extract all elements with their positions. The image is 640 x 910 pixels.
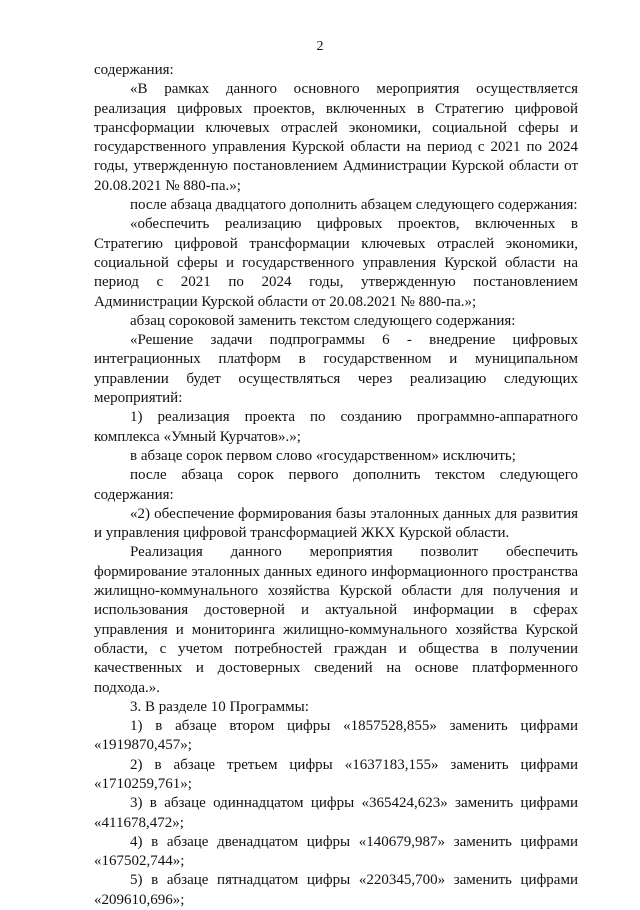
paragraph: «В рамках данного основного мероприятия осуществляется реализация цифровых проектов, включенных в Стратегию цифровой трансформации ключевых отраслей экономики, социальной сферы и государственного управления Курской области на период с 2021 по 2024 годы, утвержденную постановлением Администрации Курской области от 20.08.2021 № 880-па.»;: [94, 81, 578, 194]
paragraph: содержания:: [94, 62, 174, 78]
paragraph: «2) обеспечение формирования базы эталонных данных для развития и управления цифровой трансформацией ЖКХ Курской области.: [94, 505, 578, 542]
paragraph: «Решение задачи подпрограммы 6 - внедрение цифровых интеграционных платформ в государственном и муниципальном управлении будет осуществляться через реализацию следующих мероприятий:: [94, 332, 578, 407]
paragraph: 3) в абзаце одиннадцатом цифры «365424,623» заменить цифрами «411678,472»;: [94, 795, 578, 831]
paragraph: Реализация данного мероприятия позволит обеспечить формирование эталонных данных единого информационного пространства жилищно-коммунального хозяйства Курской области для получения и использования достоверной и актуальной информации в сферах управления и мониторинга жилищно-коммунального хозяйства Курской области, с учетом потребностей граждан и общества в получении качественных и достоверных сведений на основе платформенного подхода.».: [94, 544, 578, 696]
paragraph: 4) в абзаце двенадцатом цифры «140679,987» заменить цифрами «167502,744»;: [94, 833, 578, 870]
paragraph: 2) в абзаце третьем цифры «1637183,155» заменить цифрами «1710259,761»;: [94, 756, 578, 792]
paragraph: абзац сороковой заменить текстом следующего содержания:: [130, 312, 516, 329]
paragraph: 1) в абзаце втором цифры «1857528,855» заменить цифрами «1919870,457»;: [94, 718, 578, 754]
paragraph: после абзаца двадцатого дополнить абзацем следующего содержания:: [130, 197, 578, 214]
paragraph: в абзаце сорок первом слово «государственном» исключить;: [130, 447, 516, 464]
paragraph: 5) в абзаце пятнадцатом цифры «220345,700» заменить цифрами «209610,696»;: [94, 872, 578, 908]
document-body: [94, 61, 578, 910]
paragraph: «обеспечить реализацию цифровых проектов, включенных в Стратегию цифровой трансформации ключевых отраслей экономики, социальной сферы и государственного управления Курской области на период с 2021 по 2024 годы, утвержденную постановлением Администрации Курской области от 20.08.2021 № 880-па.»;: [94, 216, 578, 310]
paragraph: 3. В разделе 10 Программы:: [130, 698, 309, 715]
paragraph: после абзаца сорок первого дополнить текстом следующего содержания:: [94, 467, 578, 503]
paragraph: 1) реализация проекта по созданию программно-аппаратного комплекса «Умный Курчатов».»;: [94, 409, 578, 445]
page-number: 2: [316, 39, 324, 54]
